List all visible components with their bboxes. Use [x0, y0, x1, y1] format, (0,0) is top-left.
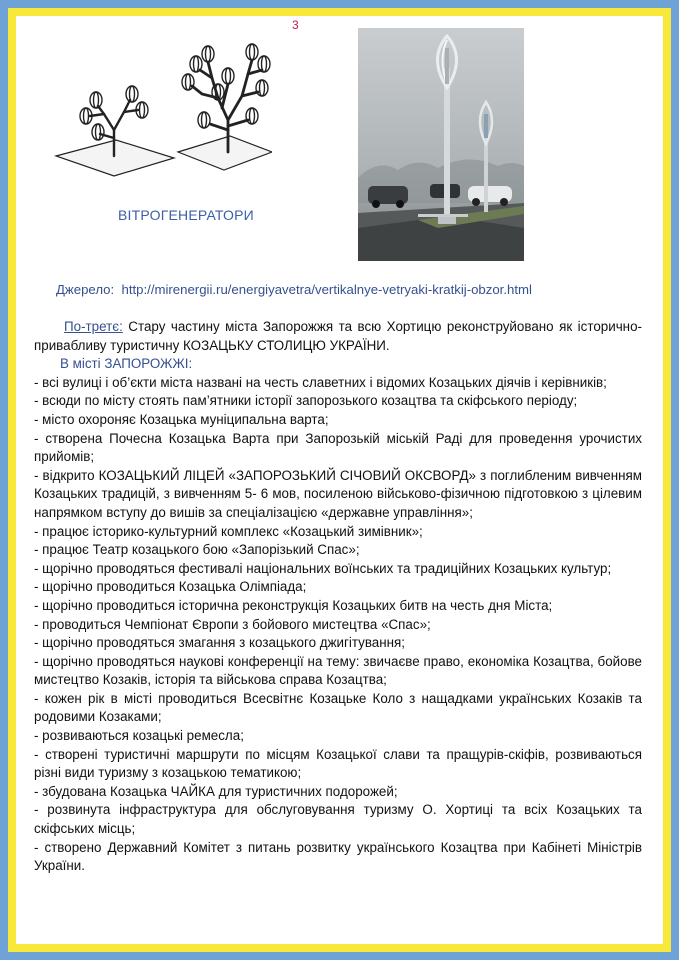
wind-tree-illustration: [52, 34, 272, 194]
list-item: - працює історико-культурний комплекс «Козацький зимівник»;: [34, 523, 423, 539]
page-number: 3: [292, 18, 299, 32]
list-item: - щорічно проводяться фестивалі національних воїнських та традиційних Козацьких культур;: [34, 560, 612, 576]
list-item: - створені туристичні маршрути по місцям Козацької слави та пращурів-скіфів, розвиваються різні види туризму з козацькою тематикою;: [34, 746, 642, 781]
list-item: - всюди по місту стоять пам’ятники історії запорозького козацтва та скіфського періоду;: [34, 393, 578, 409]
subheading: В місті ЗАПОРОЖЖІ:: [60, 356, 193, 372]
page: [16, 16, 663, 944]
intro-paragraph: [34, 318, 642, 355]
list-item: - кожен рік в місті проводиться Всесвітнє Козацьке Коло з нащадками українських Козаків та родовими Козаками;: [34, 690, 642, 725]
list-item: - відкрито КОЗАЦЬКИЙ ЛІЦЕЙ «ЗАПОРОЗЬКИЙ СІЧОВИЙ ОКСВОРД» з поглибленим вивченням Козацьких традицій, з вивченням 5- 6 мов, посиленою військово-фізичною підготовкою з цілевим напрямком вступу до вишів за спеціалізацією «державне управління»;: [34, 467, 642, 520]
list-item: - щорічно проводяться наукові конференції на тему: звичаєве право, економіка Козацтва, бойове мистецтво Козаків, історія та військова справа Козацтва;: [34, 653, 642, 688]
wind-turbine-photo: [358, 28, 524, 261]
intro-lead: По-третє:: [64, 319, 123, 334]
illustration-caption: ВІТРОГЕНЕРАТОРИ: [118, 207, 254, 223]
list-item: - працює Театр козацького бою «Запорізький Спас»;: [34, 542, 360, 558]
intro-text: Стару частину міста Запорожжя та всю Хортицю реконструйовано як історично- привабливу туристичну КОЗАЦЬКУ СТОЛИЦЮ УКРАЇНИ.: [34, 319, 642, 353]
list-item: - всі вулиці і об’єкти міста названі на честь славетних і відомих Козацьких діячів і керівників;: [34, 374, 607, 390]
list-item: - щорічно проводиться історична реконструкція Козацьких битв на честь дня Міста;: [34, 597, 553, 613]
list-item: - збудована Козацька ЧАЙКА для туристичних подорожей;: [34, 783, 398, 799]
list-item: - розвиваються козацькі ремесла;: [34, 728, 244, 744]
list-item: - створена Почесна Козацька Варта при Запорозькій міській Раді для проведення урочистих прийомів;: [34, 430, 642, 465]
body-text: [34, 318, 642, 876]
list-item: - створено Державний Комітет з питань розвитку українського Козацтва при Кабінеті Міністрів України.: [34, 839, 642, 874]
list-item: - місто охороняє Козацька муніципальна варта;: [34, 411, 329, 427]
source-line: [56, 282, 532, 297]
list-item: - щорічно проводяться змагання з козацького джигітування;: [34, 635, 406, 651]
source-label: Джерело:: [56, 282, 115, 297]
list-item: - проводиться Чемпіонат Європи з бойового мистецтва «Спас»;: [34, 616, 431, 632]
list-item: - щорічно проводиться Козацька Олімпіада;: [34, 579, 307, 595]
list-item: - розвинута інфраструктура для обслуговування туризму О. Хортиці та всіх Козацьких та скіфських місць;: [34, 802, 642, 837]
source-url[interactable]: http://mirenergii.ru/energiyavetra/vertikalnye-vetryaki-kratkij-obzor.html: [121, 282, 532, 297]
